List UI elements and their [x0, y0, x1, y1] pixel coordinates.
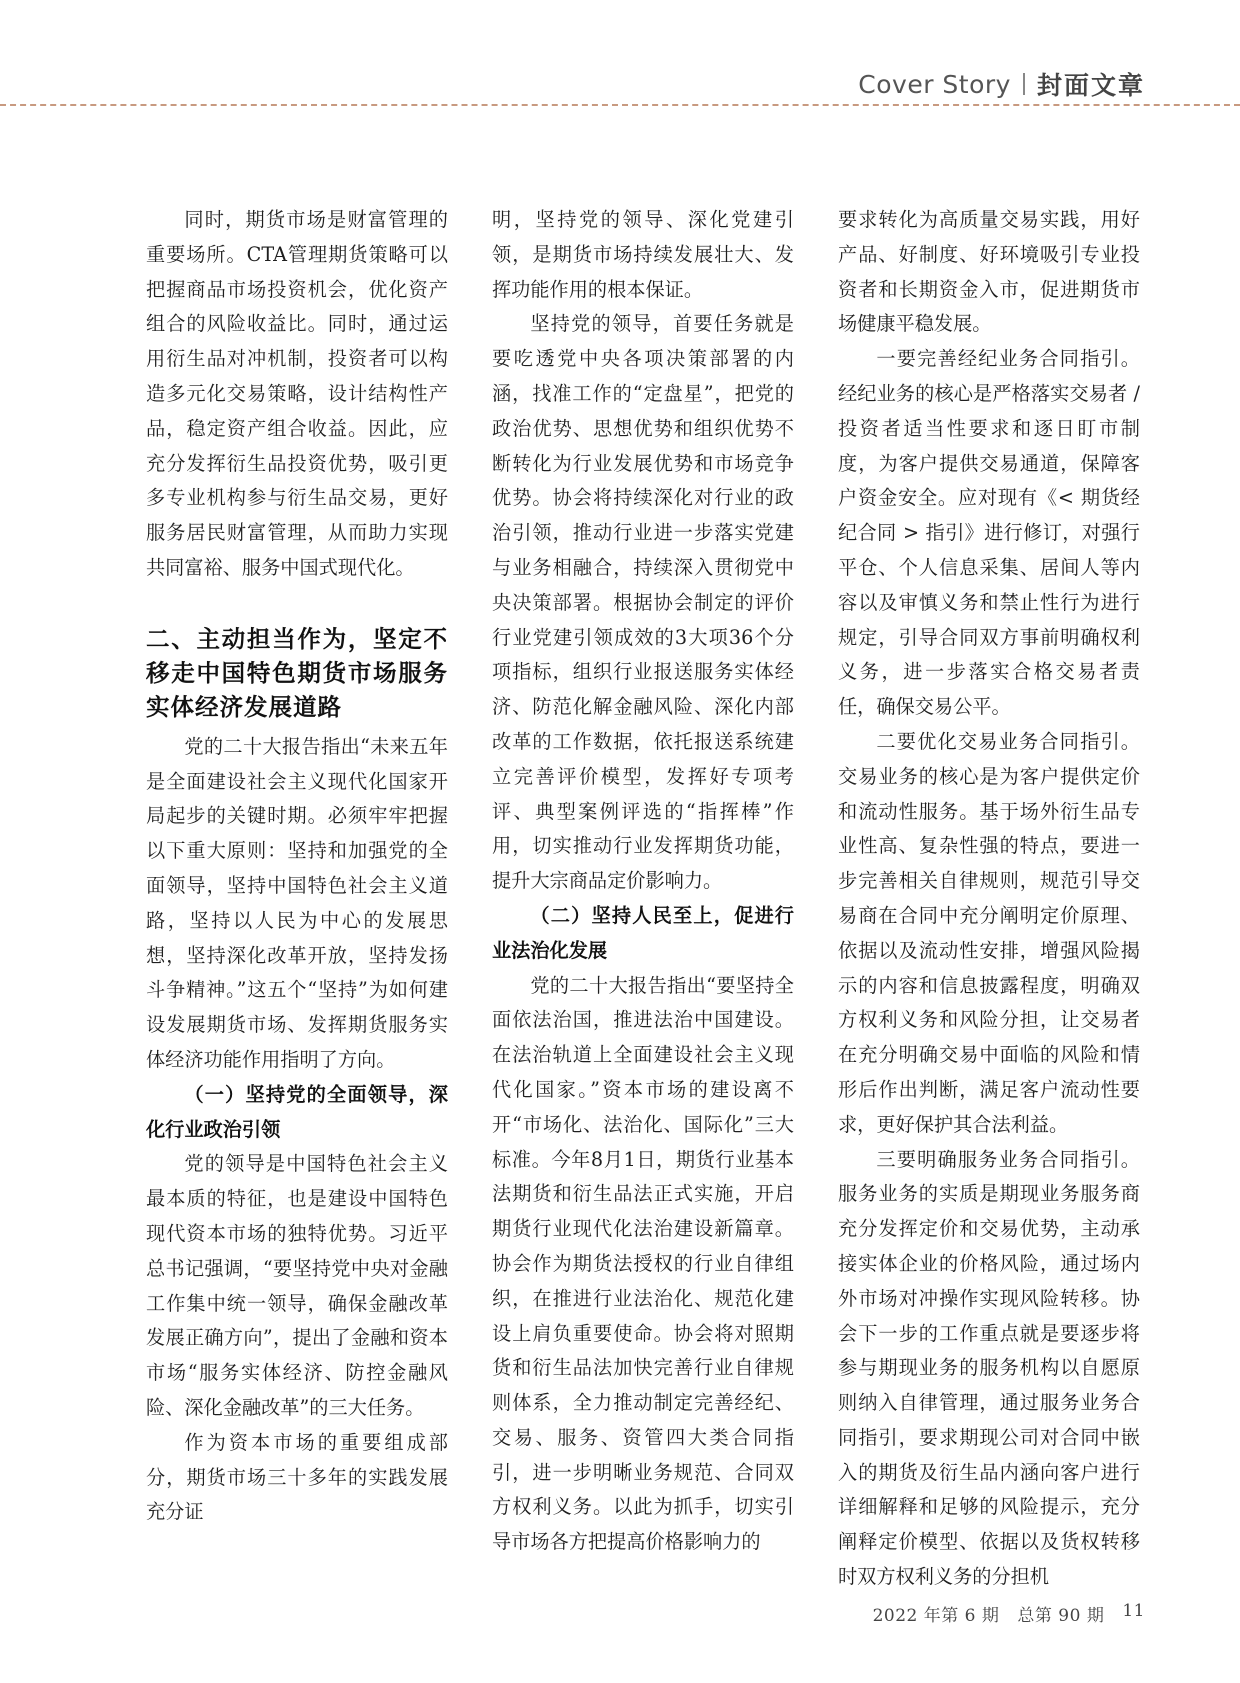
- section-label-en: Cover Story: [858, 69, 1011, 99]
- page-footer: [873, 1601, 1145, 1626]
- paragraph: 三要明确服务业务合同指引。服务业务的实质是期现业务服务商充分发挥定价和交易优势，主动承接实体企业的价格风险，通过场内外市场对冲操作实现风险转移。协会下一步的工作重点就是要逐步将参与期现业务的服务机构以自愿原则纳入自律管理，通过服务业务合同指引，要求期现公司对合同中嵌入的期货及衍生品内涵向客户进行详细解释和足够的风险提示，充分阐释定价模型、依据以及货权转移时双方权利义务的分担机: [838, 1147, 1140, 1589]
- paragraph: 明，坚持党的领导、深化党建引领，是期货市场持续发展壮大、发挥功能作用的根本保证。: [492, 208, 794, 301]
- column-2: [492, 203, 794, 1560]
- column-1: [146, 203, 448, 1530]
- header-separator: [1023, 73, 1025, 95]
- paragraph: 同时，期货市场是财富管理的重要场所。CTA管理期货策略可以把握商品市场投资机会，优化资产组合的风险收益比。同时，通过运用衍生品对冲机制，投资者可以构造多元化交易策略，设计结构性产品，稳定资产组合收益。因此，应充分发挥衍生品投资优势，吸引更多专业机构参与衍生品交易，更好服务居民财富管理，从而助力实现共同富裕、服务中国式现代化。: [146, 208, 448, 579]
- paragraph: 党的二十大报告指出“要坚持全面依法治国，推进法治中国建设。在法治轨道上全面建设社会主义现代化国家。”资本市场的建设离不开“市场化、法治化、国际化”三大标准。今年8月1日，期货行业基本法期货和衍生品法正式实施，开启期货行业现代化法治建设新篇章。协会作为期货法授权的行业自律组织，在推进行业法治化、规范化建设上肩负重要使命。协会将对照期货和衍生品法加快完善行业自律规则体系，全力推动制定完善经纪、交易、服务、资管四大类合同指引，进一步明晰业务规范、合同双方权利义务。以此为抓手，切实引导市场各方把提高价格影响力的: [492, 973, 794, 1554]
- paragraph: 党的领导是中国特色社会主义最本质的特征，也是建设中国特色现代资本市场的独特优势。习近平总书记强调，“要坚持党中央对金融工作集中统一领导，确保金融改革发展正确方向”，提出了金融和资本市场“服务实体经济、防控金融风险、深化金融改革”的三大任务。: [146, 1152, 448, 1419]
- running-header: [858, 66, 1145, 102]
- page-number: 11: [1122, 1601, 1145, 1621]
- paragraph: 党的二十大报告指出“未来五年是全面建设社会主义现代化国家开局起步的关键时期。必须牢牢把握以下重大原则：坚持和加强党的全面领导，坚持中国特色社会主义道路，坚持以人民为中心的发展思想，坚持深化改革开放，坚持发扬斗争精神。”这五个“坚持”为如何建设发展期货市场、发挥期货服务实体经济功能作用指明了方向。: [146, 734, 448, 1071]
- subsection-heading: （一）坚持党的全面领导，深化行业政治引领: [146, 1082, 448, 1141]
- paragraph: 作为资本市场的重要组成部分，期货市场三十多年的实践发展充分证: [146, 1430, 448, 1524]
- paragraph: 一要完善经纪业务合同指引。经纪业务的核心是严格落实交易者 / 投资者适当性要求和逐日盯市制度，为客户提供交易通道，保障客户资金安全。应对现有《< 期货经纪合同 > 指引》进行修订，对强行平仓、个人信息采集、居间人等内容以及审慎义务和禁止性行为进行规定，引导合同双方事前明确权利义务，进一步落实合格交易者责任，确保交易公平。: [838, 347, 1140, 719]
- subsection-heading: （二）坚持人民至上，促进行业法治化发展: [492, 903, 794, 962]
- section-label-cn: 封面文章: [1036, 71, 1145, 100]
- paragraph: 坚持党的领导，首要任务就是要吃透党中央各项决策部署的内涵，找准工作的“定盘星”，把党的政治优势、思想优势和组织优势不断转化为行业发展优势和市场竞争优势。协会将持续深化对行业的政治引领，推动行业进一步落实党建与业务相融合，持续深入贯彻党中央决策部署。根据协会制定的评价行业党建引领成效的3大项36个分项指标，组织行业报送服务实体经济、防范化解金融风险、深化内部改革的工作数据，依托报送系统建立完善评价模型，发挥好专项考评、典型案例评选的“指挥棒”作用，切实推动行业发挥期货功能，提升大宗商品定价影响力。: [492, 312, 794, 893]
- total-issue-label: 总第 90 期: [1017, 1606, 1105, 1626]
- header-divider: [0, 104, 1240, 106]
- paragraph: 二要优化交易业务合同指引。交易业务的核心是为客户提供定价和流动性服务。基于场外衍生品专业性高、复杂性强的特点，要进一步完善相关自律规则，规范引导交易商在合同中充分阐明定价原理、依据以及流动性安排，增强风险揭示的内容和信息披露程度，明确双方权利义务和风险分担，让交易者在充分明确交易中面临的风险和情形后作出判断，满足客户流动性要求，更好保护其合法利益。: [838, 729, 1140, 1136]
- issue-label: 2022 年第 6 期: [872, 1606, 1000, 1626]
- paragraph: 要求转化为高质量交易实践，用好产品、好制度、好环境吸引专业投资者和长期资金入市，促进期货市场健康平稳发展。: [838, 208, 1140, 336]
- column-3: [838, 203, 1140, 1595]
- section-heading: 二、主动担当作为，坚定不移走中国特色期货市场服务实体经济发展道路: [146, 624, 448, 721]
